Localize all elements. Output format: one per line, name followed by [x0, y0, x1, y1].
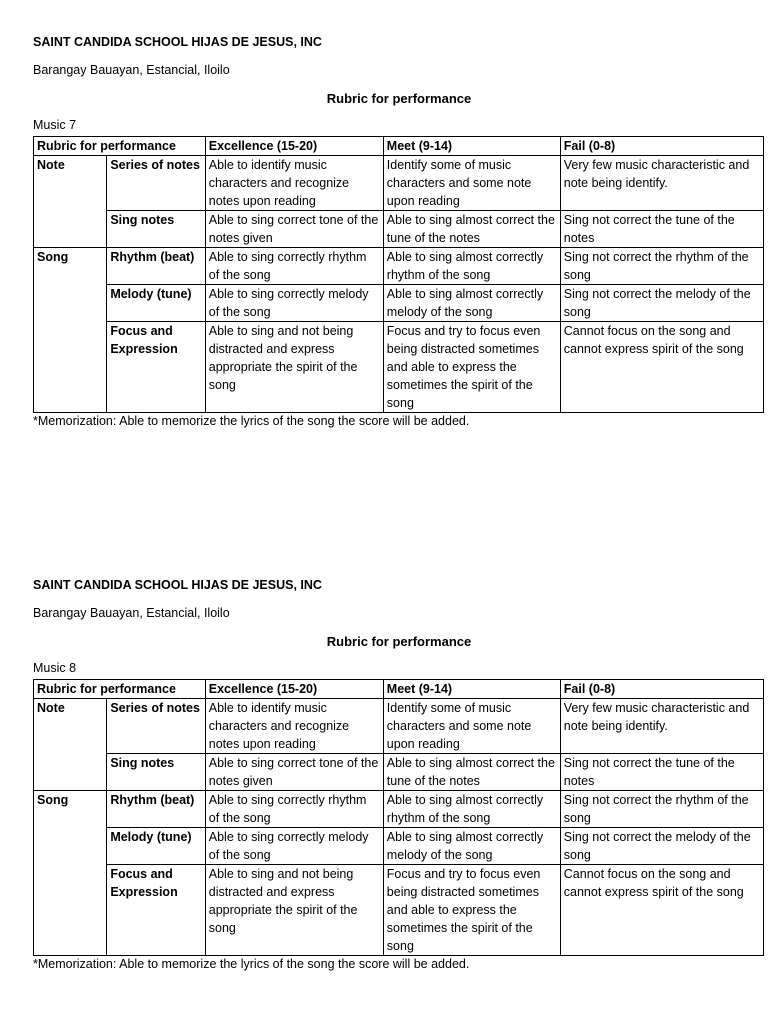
- fail-cell: Sing not correct the melody of the song: [560, 828, 763, 865]
- fail-cell: Very few music characteristic and note being identify.: [560, 156, 763, 211]
- criterion-cell: Series of notes: [107, 156, 205, 211]
- criterion-cell: Melody (tune): [107, 285, 205, 322]
- school-name: SAINT CANDIDA SCHOOL HIJAS DE JESUS, INC: [33, 35, 322, 49]
- rubric-table: [33, 136, 764, 413]
- rubric-title: Rubric for performance: [326, 91, 472, 106]
- criterion-cell: Sing notes: [107, 754, 205, 791]
- table-row: [34, 211, 764, 248]
- group-label: Song: [34, 791, 107, 956]
- header-rubric: Rubric for performance: [34, 680, 206, 699]
- criterion-cell: Focus and Expression: [107, 322, 205, 413]
- school-name: SAINT CANDIDA SCHOOL HIJAS DE JESUS, INC: [33, 578, 322, 592]
- excellence-cell: Able to sing correct tone of the notes given: [205, 211, 383, 248]
- fail-cell: Sing not correct the melody of the song: [560, 285, 763, 322]
- header-excellence: Excellence (15-20): [205, 680, 383, 699]
- memorization-note: *Memorization: Able to memorize the lyrics of the song the score will be added.: [33, 957, 470, 971]
- criterion-cell: Rhythm (beat): [107, 248, 205, 285]
- criterion-cell: Rhythm (beat): [107, 791, 205, 828]
- criterion-cell: Focus and Expression: [107, 865, 205, 956]
- table-row: [34, 322, 764, 413]
- header-excellence: Excellence (15-20): [205, 137, 383, 156]
- fail-cell: Sing not correct the rhythm of the song: [560, 791, 763, 828]
- meet-cell: Focus and try to focus even being distracted sometimes and able to express the sometimes the spirit of the song: [383, 322, 560, 413]
- meet-cell: Identify some of music characters and some note upon reading: [383, 156, 560, 211]
- excellence-cell: Able to sing and not being distracted and express appropriate the spirit of the song: [205, 865, 383, 956]
- table-row: [34, 699, 764, 754]
- meet-cell: Able to sing almost correctly rhythm of the song: [383, 791, 560, 828]
- meet-cell: Focus and try to focus even being distracted sometimes and able to express the sometimes the spirit of the song: [383, 865, 560, 956]
- meet-cell: Able to sing almost correct the tune of the notes: [383, 754, 560, 791]
- group-label: Note: [34, 699, 107, 791]
- criterion-cell: Melody (tune): [107, 828, 205, 865]
- fail-cell: Very few music characteristic and note being identify.: [560, 699, 763, 754]
- excellence-cell: Able to sing correctly melody of the song: [205, 828, 383, 865]
- memorization-note: *Memorization: Able to memorize the lyrics of the song the score will be added.: [33, 414, 470, 428]
- rubric-section-music-8: [33, 577, 765, 972]
- school-address: Barangay Bauayan, Estancial, Iloilo: [33, 63, 230, 77]
- excellence-cell: Able to identify music characters and recognize notes upon reading: [205, 156, 383, 211]
- table-row: [34, 828, 764, 865]
- header-meet: Meet (9-14): [383, 680, 560, 699]
- subject-label: Music 8: [33, 661, 77, 675]
- rubric-section-music-7: [33, 34, 765, 429]
- meet-cell: Identify some of music characters and some note upon reading: [383, 699, 560, 754]
- excellence-cell: Able to sing correct tone of the notes given: [205, 754, 383, 791]
- table-row: [34, 248, 764, 285]
- fail-cell: Sing not correct the tune of the notes: [560, 754, 763, 791]
- school-address: Barangay Bauayan, Estancial, Iloilo: [33, 606, 230, 620]
- table-header-row: [34, 137, 764, 156]
- header-meet: Meet (9-14): [383, 137, 560, 156]
- table-row: [34, 865, 764, 956]
- meet-cell: Able to sing almost correctly rhythm of the song: [383, 248, 560, 285]
- rubric-table: [33, 679, 764, 956]
- excellence-cell: Able to sing and not being distracted and express appropriate the spirit of the song: [205, 322, 383, 413]
- fail-cell: Sing not correct the tune of the notes: [560, 211, 763, 248]
- table-row: [34, 285, 764, 322]
- excellence-cell: Able to sing correctly rhythm of the song: [205, 248, 383, 285]
- meet-cell: Able to sing almost correct the tune of the notes: [383, 211, 560, 248]
- group-label: Note: [34, 156, 107, 248]
- group-label: Song: [34, 248, 107, 413]
- criterion-cell: Series of notes: [107, 699, 205, 754]
- meet-cell: Able to sing almost correctly melody of the song: [383, 828, 560, 865]
- excellence-cell: Able to sing correctly rhythm of the song: [205, 791, 383, 828]
- table-row: [34, 156, 764, 211]
- table-header-row: [34, 680, 764, 699]
- excellence-cell: Able to identify music characters and recognize notes upon reading: [205, 699, 383, 754]
- rubric-title: Rubric for performance: [326, 634, 472, 649]
- meet-cell: Able to sing almost correctly melody of the song: [383, 285, 560, 322]
- excellence-cell: Able to sing correctly melody of the song: [205, 285, 383, 322]
- header-fail: Fail (0-8): [560, 137, 763, 156]
- header-fail: Fail (0-8): [560, 680, 763, 699]
- table-row: [34, 791, 764, 828]
- fail-cell: Cannot focus on the song and cannot express spirit of the song: [560, 322, 763, 413]
- fail-cell: Cannot focus on the song and cannot express spirit of the song: [560, 865, 763, 956]
- table-row: [34, 754, 764, 791]
- header-rubric: Rubric for performance: [34, 137, 206, 156]
- criterion-cell: Sing notes: [107, 211, 205, 248]
- subject-label: Music 7: [33, 118, 77, 132]
- fail-cell: Sing not correct the rhythm of the song: [560, 248, 763, 285]
